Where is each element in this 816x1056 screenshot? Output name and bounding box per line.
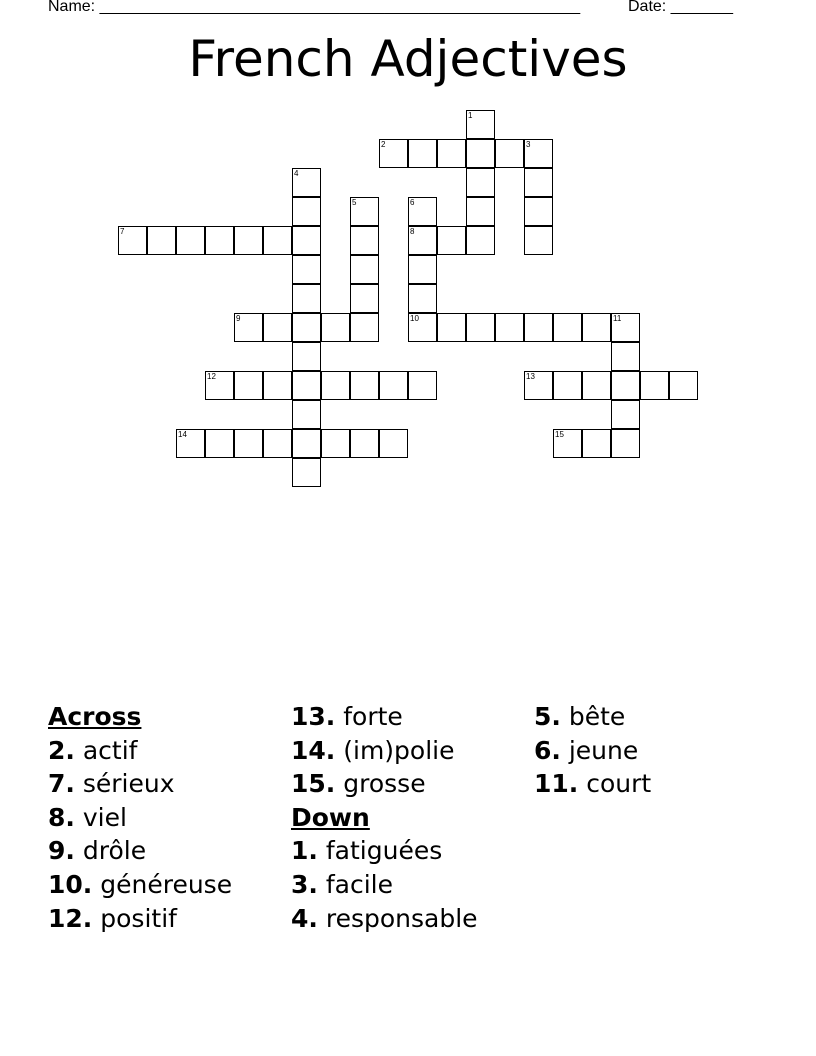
grid-cell[interactable] [292,429,321,458]
clue-text: grosse [343,769,426,799]
clue-number: 13. [291,702,336,731]
grid-cell[interactable] [292,313,321,342]
grid-cell[interactable] [176,429,205,458]
clues-column-3 [534,700,651,801]
grid-cell[interactable] [234,429,263,458]
grid-cell[interactable] [350,255,379,284]
grid-cell[interactable] [582,371,611,400]
clue-text: fatiguées [325,836,443,866]
clues-column-2 [291,700,478,935]
grid-cell[interactable] [524,168,553,197]
grid-cell[interactable] [350,226,379,255]
grid-cell[interactable] [669,371,698,400]
clue-text: jeune [568,735,639,765]
clue-down [534,767,651,801]
grid-cell[interactable] [408,255,437,284]
clue-number: 9. [48,836,75,866]
grid-cell[interactable] [582,313,611,342]
grid-cell[interactable] [263,371,292,400]
clue-across [291,734,478,768]
clue-text: bête [568,702,626,731]
down-heading: Down [291,802,370,832]
grid-cell[interactable] [553,371,582,400]
grid-cell[interactable] [350,284,379,313]
grid-cell[interactable] [350,313,379,342]
grid-cell[interactable] [292,400,321,429]
cell-number: 14 [178,430,187,439]
grid-cell[interactable] [524,139,553,168]
grid-cell[interactable] [176,226,205,255]
grid-cell[interactable] [408,197,437,226]
grid-cell[interactable] [524,371,553,400]
grid-cell[interactable] [466,168,495,197]
grid-cell[interactable] [234,313,263,342]
clue-text: viel [82,802,127,832]
date-field[interactable]: Date: _______ [628,0,733,15]
clue-number: 6. [534,735,561,765]
clue-number: 4. [291,903,318,933]
grid-cell[interactable] [466,313,495,342]
grid-cell[interactable] [495,313,524,342]
grid-cell[interactable] [524,313,553,342]
clue-number: 10. [48,869,93,899]
clue-down [534,700,651,734]
clue-text: (im)polie [343,735,455,765]
clue-number: 8. [48,802,75,832]
clue-down [291,868,478,902]
grid-cell[interactable] [292,197,321,226]
grid-cell[interactable] [553,429,582,458]
clue-number: 7. [48,769,75,799]
grid-cell[interactable] [495,139,524,168]
grid-cell[interactable] [611,342,640,371]
clue-text: positif [100,903,177,933]
grid-cell[interactable] [205,429,234,458]
cell-number: 2 [381,140,386,149]
grid-cell[interactable] [292,168,321,197]
grid-cell[interactable] [321,371,350,400]
grid-cell[interactable] [234,226,263,255]
name-field[interactable]: Name: ______________________________________________________ [48,0,581,15]
grid-cell[interactable] [408,226,437,255]
grid-cell[interactable] [379,139,408,168]
page-title: French Adjectives [188,30,628,88]
grid-cell[interactable] [524,226,553,255]
clue-number: 15. [291,769,336,799]
grid-cell[interactable] [437,139,466,168]
grid-cell[interactable] [147,226,176,255]
cell-number: 11 [613,314,622,323]
grid-cell[interactable] [524,197,553,226]
grid-cell[interactable] [408,313,437,342]
cell-number: 10 [410,314,419,323]
grid-cell[interactable] [582,429,611,458]
grid-cell[interactable] [292,226,321,255]
cell-number: 1 [468,111,473,120]
clue-number: 2. [48,735,75,765]
clue-text: généreuse [100,869,233,899]
clue-across [48,767,232,801]
cell-number: 4 [294,169,299,178]
grid-cell[interactable] [640,371,669,400]
clue-number: 11. [534,769,579,799]
clues-section [48,700,778,960]
grid-cell[interactable] [466,226,495,255]
grid-cell[interactable] [292,342,321,371]
grid-cell[interactable] [466,197,495,226]
grid-cell[interactable] [350,197,379,226]
clue-number: 12. [48,903,93,933]
cell-number: 3 [526,140,531,149]
cell-number: 7 [120,227,125,236]
clue-text: sérieux [82,769,175,799]
clue-across [48,801,232,835]
grid-cell[interactable] [118,226,147,255]
clues-column-1 [48,700,232,935]
cell-number: 6 [410,198,415,207]
grid-cell[interactable] [611,313,640,342]
clue-text: drôle [82,836,147,866]
clue-down [291,834,478,868]
cell-number: 5 [352,198,357,207]
cell-number: 13 [526,372,535,381]
grid-cell[interactable] [292,255,321,284]
clue-across [48,902,232,936]
clue-text: facile [325,869,393,899]
clue-down [291,902,478,936]
clue-number: 1. [291,836,318,866]
cell-number: 9 [236,314,241,323]
grid-cell[interactable] [379,429,408,458]
cell-number: 8 [410,227,415,236]
grid-cell[interactable] [321,313,350,342]
grid-cell[interactable] [611,371,640,400]
grid-cell[interactable] [437,313,466,342]
grid-cell[interactable] [437,226,466,255]
clue-across [48,834,232,868]
grid-cell[interactable] [234,371,263,400]
grid-cell[interactable] [292,371,321,400]
cell-number: 15 [555,430,564,439]
across-heading: Across [48,702,142,731]
grid-cell[interactable] [292,458,321,487]
cell-number: 12 [207,372,216,381]
grid-cell[interactable] [263,429,292,458]
grid-cell[interactable] [408,139,437,168]
clue-across [291,700,478,734]
clue-across [291,767,478,801]
clue-across [48,868,232,902]
grid-cell[interactable] [205,371,234,400]
grid-cell[interactable] [321,429,350,458]
clue-text: forte [343,702,403,731]
grid-cell[interactable] [263,226,292,255]
grid-cell[interactable] [263,313,292,342]
clue-number: 14. [291,735,336,765]
grid-cell[interactable] [611,429,640,458]
grid-cell[interactable] [408,371,437,400]
clue-number: 5. [534,702,561,731]
grid-cell[interactable] [466,110,495,139]
grid-cell[interactable] [611,400,640,429]
grid-cell[interactable] [466,139,495,168]
grid-cell[interactable] [205,226,234,255]
grid-cell[interactable] [350,429,379,458]
clue-text: responsable [325,903,478,933]
grid-cell[interactable] [350,371,379,400]
clue-number: 3. [291,869,318,899]
grid-cell[interactable] [408,284,437,313]
grid-cell[interactable] [379,371,408,400]
clue-text: court [586,769,652,799]
clue-across [48,734,232,768]
grid-cell[interactable] [292,284,321,313]
clue-text: actif [82,735,138,765]
grid-cell[interactable] [553,313,582,342]
clue-down [534,734,651,768]
